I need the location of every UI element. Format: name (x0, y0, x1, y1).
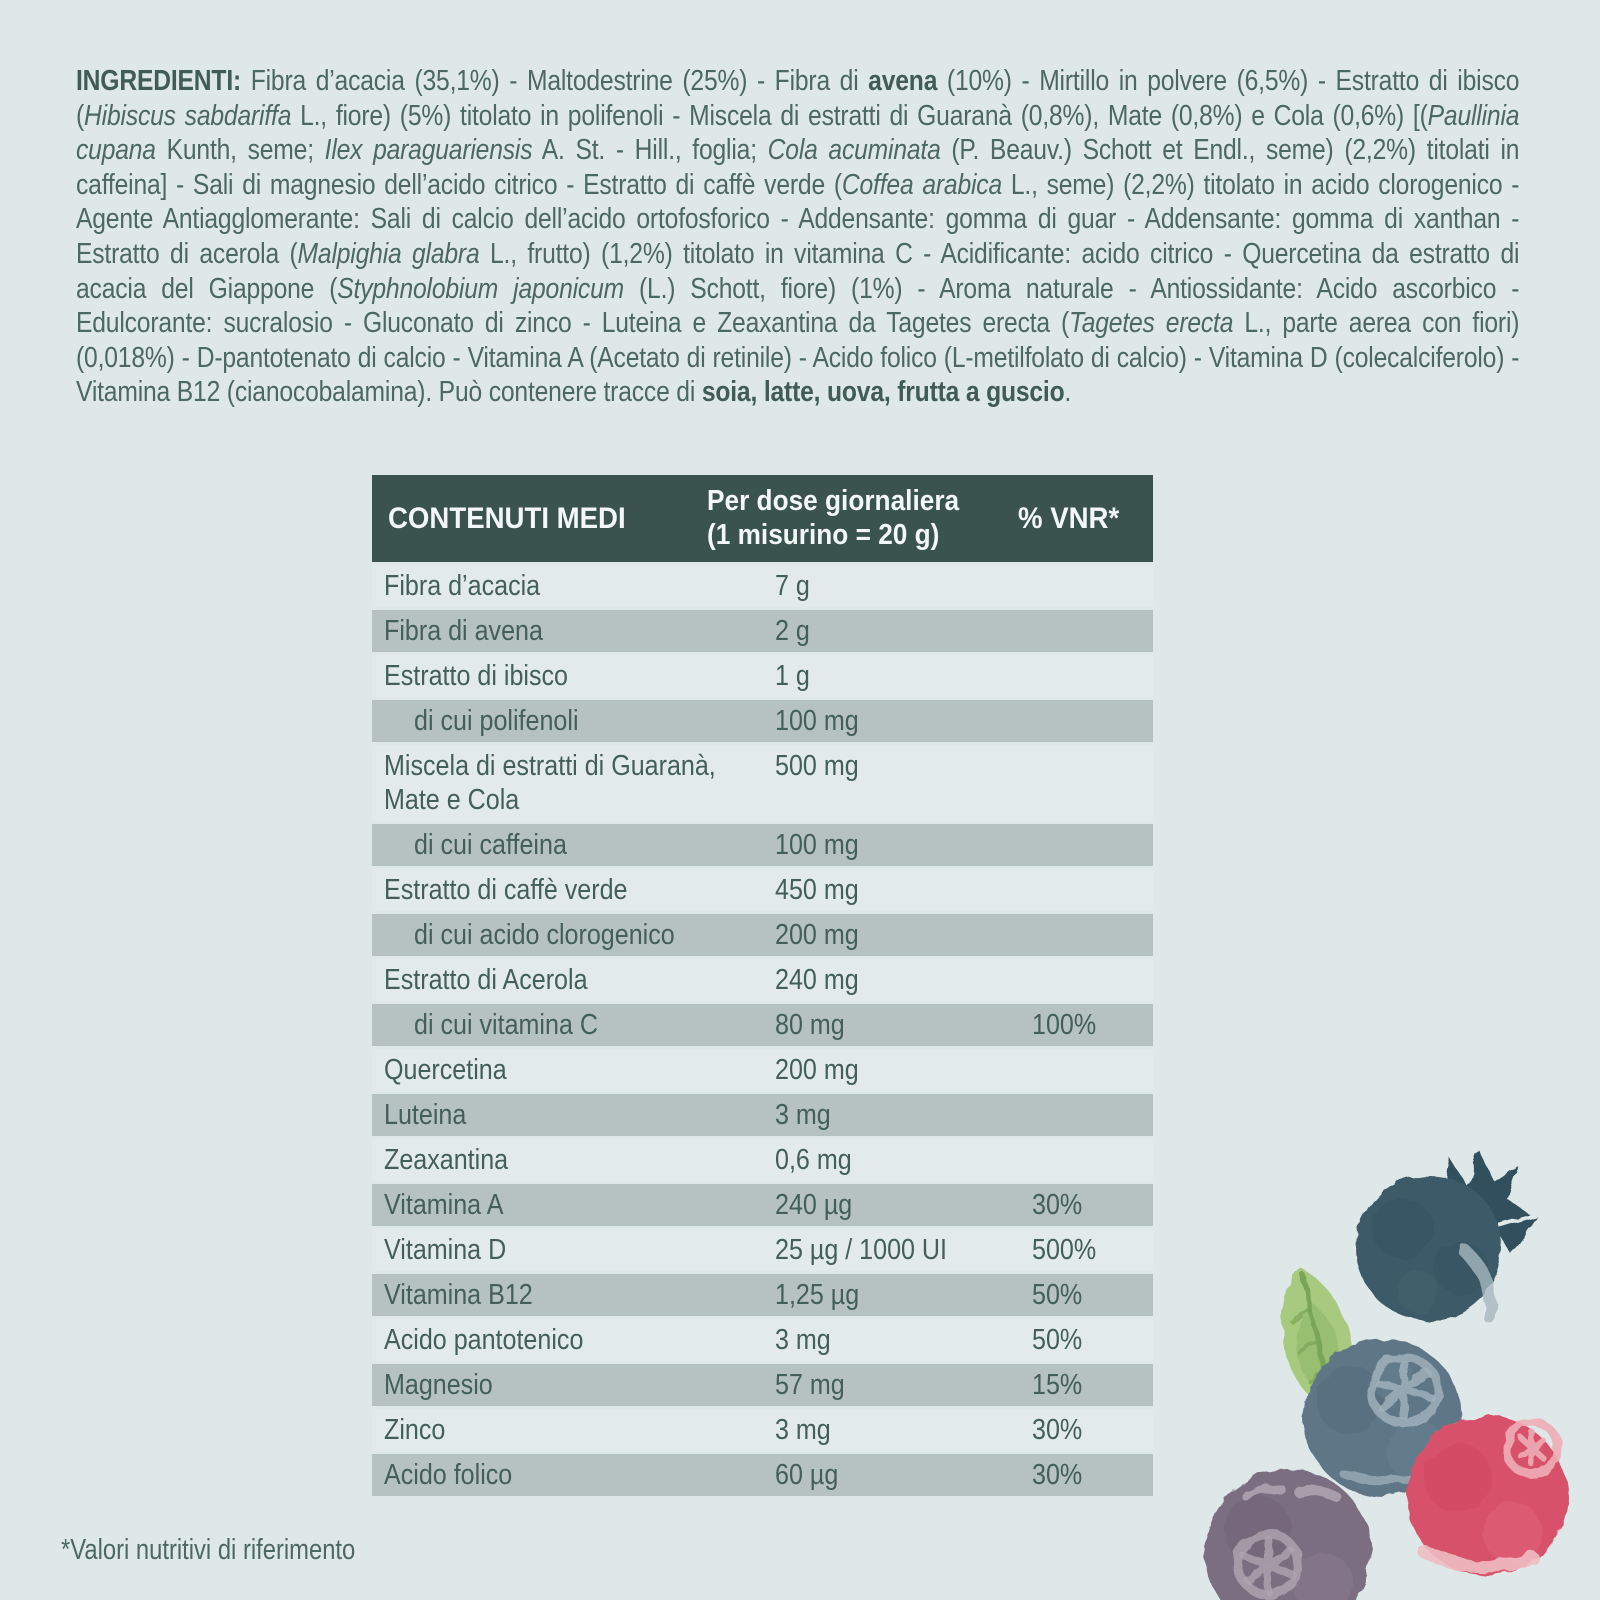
berries-illustration (1180, 1100, 1600, 1600)
row-vnr: 50% (1032, 1324, 1083, 1356)
table-header-dose (707, 485, 981, 552)
row-value: 450 mg (775, 874, 859, 906)
row-name: Vitamina D (384, 1234, 507, 1266)
table-row (372, 1139, 1153, 1181)
footnote: *Valori nutritivi di riferimento (61, 1534, 356, 1566)
ingredients-run: (10%) - Mirtillo in polvere (6,5%) - Estratto di ibisco ( (76, 65, 1520, 132)
table-row (372, 1454, 1153, 1496)
table-row (372, 1229, 1153, 1271)
row-value: 25 µg / 1000 UI (775, 1234, 948, 1266)
ingredients-run: Fibra d’acacia (35,1%) - Maltodestrine (25%) - Fibra di (250, 65, 869, 97)
table-row (372, 1409, 1153, 1451)
row-name: Fibra di avena (384, 615, 543, 647)
row-value: 240 µg (775, 1189, 853, 1221)
table-row (372, 1094, 1153, 1136)
ingredients-run: Coffea arabica (841, 168, 1003, 201)
row-name: Zinco (384, 1414, 446, 1446)
row-name: Estratto di Acerola (384, 964, 588, 996)
table-header-vnr: % VNR* (1018, 502, 1120, 535)
ingredients-run: A. St. - Hill., foglia; (532, 134, 768, 167)
table-row (372, 655, 1153, 697)
ingredients-run: . (1064, 376, 1072, 409)
table-row (372, 869, 1153, 911)
row-name: Luteina (384, 1099, 467, 1131)
ingredients-run: INGREDIENTI: (76, 65, 251, 97)
ingredients-run: L., seme) (2,2%) titolato in acido clorogenico - Agente Antiagglomerante: Sali di calcio dell’acido ortofosforico - Addensante: gomma di guar - Addensante: gomma di xanthan - Estratto di acerola ( (76, 168, 1520, 270)
row-name: Fibra d’acacia (384, 570, 541, 602)
ingredients-run: avena (868, 65, 938, 97)
ingredients-run: L., parte aerea con fiori) (0,018%) - D-pantotenato di calcio - Vitamina A (Acetato di retinile) - Acido folico (L-metilfolato di calcio) - Vitamina D (colecalciferolo) - Vitamina B12 (cianocobalamina). Può contenere tracce di (76, 307, 1520, 409)
row-name: di cui acido clorogenico (414, 919, 675, 951)
row-value: 2 g (775, 615, 810, 647)
row-value: 240 mg (775, 964, 859, 996)
row-name: Vitamina B12 (384, 1279, 533, 1311)
row-value: 200 mg (775, 1054, 859, 1086)
ingredients-paragraph (76, 64, 1519, 410)
row-vnr: 100% (1032, 1009, 1097, 1041)
table-row (372, 700, 1153, 742)
table-row (372, 1319, 1153, 1361)
table-row (372, 1004, 1153, 1046)
table-body (372, 565, 1153, 1496)
row-name: di cui polifenoli (414, 705, 579, 737)
table-row (372, 959, 1153, 1001)
ingredients-run: Hibiscus sabdariffa (84, 99, 292, 132)
row-value: 3 mg (775, 1324, 831, 1356)
ingredients-run: L., frutto) (1,2%) titolato in vitamina C - Acidificante: acido citrico - Quercetina da estratto di acacia del Giappone ( (76, 237, 1520, 305)
row-vnr: 50% (1032, 1279, 1083, 1311)
row-name: Acido folico (384, 1459, 513, 1491)
table-row (372, 914, 1153, 956)
row-value: 60 µg (775, 1459, 839, 1491)
row-value: 1,25 µg (775, 1279, 860, 1311)
row-name: Estratto di ibisco (384, 660, 569, 692)
cranberry-pink-icon (1407, 1416, 1567, 1576)
table-row (372, 1364, 1153, 1406)
ingredients-run: Paullinia cupana (76, 99, 1520, 167)
table-header-contents: CONTENUTI MEDI (388, 502, 626, 535)
ingredients-run: Ilex paraguariensis (324, 134, 533, 167)
ingredients-run: Kunth, seme; (155, 134, 325, 167)
row-name: di cui caffeina (414, 829, 567, 861)
ingredients-run: L., fiore) (5%) titolato in polifenoli - Miscela di estratti di Guaranà (0,8%), Mate (0,8%) e Cola (0,6%) [( (291, 99, 1428, 132)
row-name: Magnesio (384, 1369, 493, 1401)
row-name: di cui vitamina C (414, 1009, 598, 1041)
blueberry-dark-icon (1356, 1150, 1537, 1321)
row-value: 0,6 mg (775, 1144, 852, 1176)
ingredients-run: Cola acuminata (767, 134, 941, 167)
ingredients-run: Malpighia glabra (297, 237, 480, 270)
row-name: Estratto di caffè verde (384, 874, 628, 906)
ingredients-run: Styphnolobium japonicum (337, 272, 624, 305)
table-row (372, 610, 1153, 652)
row-name: Quercetina (384, 1054, 507, 1086)
row-value: 80 mg (775, 1009, 845, 1041)
ingredients-run: soia, latte, uova, frutta a guscio (701, 376, 1065, 409)
row-vnr: 15% (1032, 1369, 1083, 1401)
row-value: 100 mg (775, 829, 859, 861)
row-value: 3 mg (775, 1414, 831, 1446)
row-value: 100 mg (775, 705, 859, 737)
row-value: 200 mg (775, 919, 859, 951)
row-vnr: 30% (1032, 1189, 1083, 1221)
row-name: Miscela di estratti di Guaranà, Mate e Cola (384, 750, 716, 816)
row-value: 7 g (775, 570, 810, 602)
row-vnr: 500% (1032, 1234, 1097, 1266)
table-header-dose-line2: (1 misurino = 20 g) (707, 518, 940, 551)
row-vnr: 30% (1032, 1459, 1083, 1491)
row-value: 57 mg (775, 1369, 845, 1401)
ingredients-run: (L.) Schott, fiore) (1%) - Aroma naturale - Antiossidante: Acido ascorbico - Edulcorante: sucralosio - Gluconato di zinco - Luteina e Zeaxantina da Tagetes erecta ( (76, 272, 1520, 340)
ingredients-run: (P. Beauv.) Schott et Endl., seme) (2,2%) titolati in caffeina] - Sali di magnesio dell’acido citrico - Estratto di caffè verde ( (76, 134, 1520, 201)
table-header-dose-line1: Per dose giornaliera (707, 485, 960, 517)
table-row (372, 1274, 1153, 1316)
table-row (372, 1049, 1153, 1091)
row-vnr: 30% (1032, 1414, 1083, 1446)
ingredients-run: Tagetes erecta (1069, 307, 1234, 340)
table-row (372, 1184, 1153, 1226)
nutrition-table (372, 475, 1153, 1496)
table-row (372, 745, 1153, 821)
row-value: 1 g (775, 660, 810, 692)
row-value: 500 mg (775, 750, 859, 782)
row-name: Acido pantotenico (384, 1324, 584, 1356)
table-row (372, 824, 1153, 866)
table-header (372, 475, 1153, 562)
row-value: 3 mg (775, 1099, 831, 1131)
row-name: Zeaxantina (384, 1144, 509, 1176)
table-row (372, 565, 1153, 607)
row-name: Vitamina A (384, 1189, 504, 1221)
berry-purple-icon (1205, 1469, 1371, 1600)
